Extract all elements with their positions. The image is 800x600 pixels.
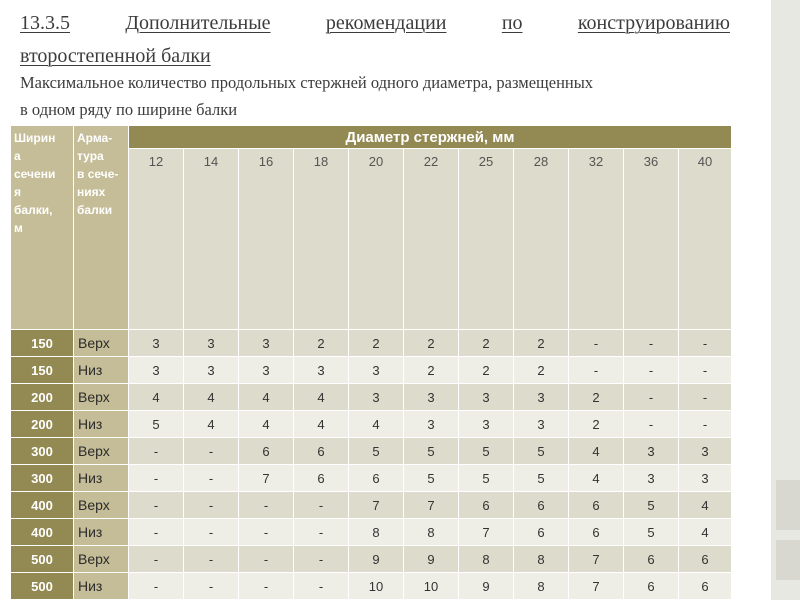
bar-count-cell: 6 bbox=[624, 573, 679, 600]
heading-word: Дополнительные bbox=[125, 12, 271, 34]
bar-count-cell: 7 bbox=[569, 573, 624, 600]
bar-count-cell: 4 bbox=[679, 519, 732, 546]
bar-count-cell: - bbox=[239, 519, 294, 546]
bar-count-cell: 3 bbox=[239, 330, 294, 357]
bar-count-cell: - bbox=[679, 330, 732, 357]
beam-width-cell: 300 bbox=[11, 438, 74, 465]
diameter-cell: 25 bbox=[459, 149, 514, 330]
bar-count-cell: 4 bbox=[349, 411, 404, 438]
bar-count-cell: 3 bbox=[349, 384, 404, 411]
bar-count-cell: - bbox=[129, 465, 184, 492]
diameter-cell: 20 bbox=[349, 149, 404, 330]
bar-count-cell: 3 bbox=[404, 411, 459, 438]
bar-count-cell: 7 bbox=[404, 492, 459, 519]
diameter-cell: 40 bbox=[679, 149, 732, 330]
bar-count-cell: 9 bbox=[349, 546, 404, 573]
bar-count-cell: - bbox=[129, 573, 184, 600]
header-text: ниях bbox=[77, 185, 106, 199]
beam-width-cell: 500 bbox=[11, 573, 74, 600]
bar-count-cell: - bbox=[569, 330, 624, 357]
header-text: в сече- bbox=[77, 167, 119, 181]
bar-count-cell: 4 bbox=[679, 492, 732, 519]
bar-count-cell: 6 bbox=[294, 465, 349, 492]
bar-count-cell: - bbox=[624, 384, 679, 411]
bar-count-cell: 2 bbox=[404, 330, 459, 357]
bar-count-cell: - bbox=[294, 546, 349, 573]
table-caption-line-2: в одном ряду по ширине балки bbox=[20, 100, 238, 119]
bar-count-cell: - bbox=[624, 357, 679, 384]
bar-count-cell: 3 bbox=[239, 357, 294, 384]
bar-count-cell: 5 bbox=[459, 465, 514, 492]
bar-count-cell: 7 bbox=[349, 492, 404, 519]
bar-count-cell: 3 bbox=[459, 384, 514, 411]
heading-word: рекомендации bbox=[325, 12, 447, 34]
beam-width-cell: 400 bbox=[11, 492, 74, 519]
bar-count-cell: 4 bbox=[184, 384, 239, 411]
bar-count-cell: 8 bbox=[459, 546, 514, 573]
diameter-cell: 16 bbox=[239, 149, 294, 330]
table-row bbox=[11, 492, 732, 519]
decorative-side-bar bbox=[771, 0, 800, 600]
bar-count-cell: 3 bbox=[514, 411, 569, 438]
bar-count-cell: - bbox=[184, 438, 239, 465]
bar-count-cell: 6 bbox=[239, 438, 294, 465]
rebar-position-cell: Верх bbox=[74, 546, 129, 573]
bar-count-cell: 4 bbox=[294, 384, 349, 411]
table-row bbox=[11, 411, 732, 438]
bar-count-cell: 3 bbox=[184, 357, 239, 384]
rebar-position-cell: Низ bbox=[74, 357, 129, 384]
table-row bbox=[11, 465, 732, 492]
header-text: я bbox=[14, 185, 22, 199]
heading-line-2: второстепенной балки bbox=[20, 45, 211, 67]
width-column-header bbox=[11, 126, 74, 330]
bar-count-cell: - bbox=[184, 519, 239, 546]
bar-count-cell: 8 bbox=[514, 546, 569, 573]
bar-count-cell: 6 bbox=[514, 492, 569, 519]
diameter-header: Диаметр стержней, мм bbox=[129, 126, 732, 149]
table-row bbox=[11, 357, 732, 384]
table-row bbox=[11, 438, 732, 465]
bar-count-cell: 5 bbox=[404, 438, 459, 465]
bar-count-cell: - bbox=[624, 330, 679, 357]
bar-count-cell: 3 bbox=[184, 330, 239, 357]
bar-count-cell: 4 bbox=[184, 411, 239, 438]
bar-count-cell: 3 bbox=[514, 384, 569, 411]
bar-count-cell: - bbox=[184, 573, 239, 600]
bar-count-cell: 3 bbox=[624, 438, 679, 465]
bar-count-cell: 5 bbox=[624, 492, 679, 519]
rebar-position-cell: Верх bbox=[74, 438, 129, 465]
bar-count-cell: 4 bbox=[569, 438, 624, 465]
diameter-cell: 18 bbox=[294, 149, 349, 330]
bar-count-cell: 3 bbox=[624, 465, 679, 492]
header-text: сечени bbox=[14, 167, 56, 181]
bar-count-cell: - bbox=[294, 519, 349, 546]
rebar-table bbox=[10, 125, 732, 600]
bar-count-cell: 4 bbox=[569, 465, 624, 492]
diameter-cell: 28 bbox=[514, 149, 569, 330]
bar-count-cell: 8 bbox=[514, 573, 569, 600]
bar-count-cell: - bbox=[239, 573, 294, 600]
diameter-cell: 14 bbox=[184, 149, 239, 330]
bar-count-cell: - bbox=[679, 384, 732, 411]
bar-count-cell: 8 bbox=[349, 519, 404, 546]
header-text: а bbox=[14, 149, 21, 163]
bar-count-cell: 9 bbox=[459, 573, 514, 600]
diameter-cell: 32 bbox=[569, 149, 624, 330]
bar-count-cell: 5 bbox=[514, 438, 569, 465]
bar-count-cell: 5 bbox=[514, 465, 569, 492]
bar-count-cell: 2 bbox=[514, 357, 569, 384]
heading-word: по bbox=[501, 12, 523, 34]
bar-count-cell: 3 bbox=[679, 465, 732, 492]
bar-count-cell: 6 bbox=[349, 465, 404, 492]
bar-count-cell: - bbox=[129, 519, 184, 546]
decorative-block bbox=[776, 480, 800, 530]
bar-count-cell: - bbox=[184, 465, 239, 492]
rebar-column-header bbox=[74, 126, 129, 330]
bar-count-cell: 2 bbox=[404, 357, 459, 384]
bar-count-cell: 3 bbox=[404, 384, 459, 411]
bar-count-cell: 5 bbox=[129, 411, 184, 438]
bar-count-cell: 6 bbox=[569, 519, 624, 546]
bar-count-cell: 2 bbox=[569, 411, 624, 438]
beam-width-cell: 500 bbox=[11, 546, 74, 573]
header-text: Ширин bbox=[14, 131, 56, 145]
bar-count-cell: - bbox=[294, 492, 349, 519]
bar-count-cell: 6 bbox=[459, 492, 514, 519]
bar-count-cell: 6 bbox=[569, 492, 624, 519]
beam-width-cell: 200 bbox=[11, 411, 74, 438]
bar-count-cell: 4 bbox=[129, 384, 184, 411]
bar-count-cell: 2 bbox=[294, 330, 349, 357]
heading-word: конструированию bbox=[577, 12, 730, 34]
bar-count-cell: 5 bbox=[349, 438, 404, 465]
bar-count-cell: 2 bbox=[349, 330, 404, 357]
bar-count-cell: - bbox=[294, 573, 349, 600]
bar-count-cell: 6 bbox=[679, 546, 732, 573]
bar-count-cell: - bbox=[184, 546, 239, 573]
bar-count-cell: 5 bbox=[404, 465, 459, 492]
bar-count-cell: - bbox=[129, 438, 184, 465]
bar-count-cell: 8 bbox=[404, 519, 459, 546]
bar-count-cell: 2 bbox=[569, 384, 624, 411]
diameter-cell: 12 bbox=[129, 149, 184, 330]
table-row bbox=[11, 519, 732, 546]
bar-count-cell: - bbox=[239, 546, 294, 573]
beam-width-cell: 150 bbox=[11, 330, 74, 357]
bar-count-cell: - bbox=[679, 357, 732, 384]
bar-count-cell: 7 bbox=[239, 465, 294, 492]
bar-count-cell: 2 bbox=[459, 330, 514, 357]
bar-count-cell: 4 bbox=[294, 411, 349, 438]
rebar-position-cell: Низ bbox=[74, 411, 129, 438]
bar-count-cell: 6 bbox=[294, 438, 349, 465]
bar-count-cell: 7 bbox=[569, 546, 624, 573]
bar-count-cell: 4 bbox=[239, 411, 294, 438]
bar-count-cell: 5 bbox=[624, 519, 679, 546]
bar-count-cell: 9 bbox=[404, 546, 459, 573]
header-text: Арма- bbox=[77, 131, 113, 145]
header-text: балки bbox=[77, 203, 113, 217]
bar-count-cell: 6 bbox=[624, 546, 679, 573]
header-text: м bbox=[14, 221, 23, 235]
rebar-position-cell: Верх bbox=[74, 384, 129, 411]
bar-count-cell: 3 bbox=[679, 438, 732, 465]
rebar-position-cell: Верх bbox=[74, 492, 129, 519]
bar-count-cell: - bbox=[129, 546, 184, 573]
rebar-position-cell: Низ bbox=[74, 465, 129, 492]
heading-number: 13.3.5 bbox=[20, 12, 70, 34]
table-row bbox=[11, 573, 732, 600]
bar-count-cell: - bbox=[569, 357, 624, 384]
beam-width-cell: 150 bbox=[11, 357, 74, 384]
rebar-position-cell: Низ bbox=[74, 519, 129, 546]
bar-count-cell: 3 bbox=[129, 330, 184, 357]
bar-count-cell: 3 bbox=[294, 357, 349, 384]
bar-count-cell: 2 bbox=[514, 330, 569, 357]
bar-count-cell: 3 bbox=[129, 357, 184, 384]
bar-count-cell: - bbox=[239, 492, 294, 519]
table-row bbox=[11, 546, 732, 573]
beam-width-cell: 200 bbox=[11, 384, 74, 411]
bar-count-cell: 6 bbox=[679, 573, 732, 600]
header-text: тура bbox=[77, 149, 104, 163]
table-body bbox=[11, 330, 732, 600]
heading-line-1 bbox=[20, 12, 730, 35]
table-row bbox=[11, 330, 732, 357]
bar-count-cell: 2 bbox=[459, 357, 514, 384]
bar-count-cell: - bbox=[129, 492, 184, 519]
rebar-position-cell: Низ bbox=[74, 573, 129, 600]
bar-count-cell: 3 bbox=[349, 357, 404, 384]
header-text: балки, bbox=[14, 203, 53, 217]
bar-count-cell: 7 bbox=[459, 519, 514, 546]
diameter-cell: 36 bbox=[624, 149, 679, 330]
bar-count-cell: 4 bbox=[239, 384, 294, 411]
bar-count-cell: 3 bbox=[459, 411, 514, 438]
beam-width-cell: 300 bbox=[11, 465, 74, 492]
table-caption-line-1: Максимальное количество продольных стержней одного диаметра, размещенных bbox=[20, 73, 594, 92]
table-row bbox=[11, 384, 732, 411]
decorative-block bbox=[776, 540, 800, 580]
bar-count-cell: - bbox=[624, 411, 679, 438]
diameter-cell: 22 bbox=[404, 149, 459, 330]
rebar-position-cell: Верх bbox=[74, 330, 129, 357]
bar-count-cell: 5 bbox=[459, 438, 514, 465]
bar-count-cell: - bbox=[184, 492, 239, 519]
bar-count-cell: 10 bbox=[349, 573, 404, 600]
bar-count-cell: 6 bbox=[514, 519, 569, 546]
beam-width-cell: 400 bbox=[11, 519, 74, 546]
bar-count-cell: 10 bbox=[404, 573, 459, 600]
bar-count-cell: - bbox=[679, 411, 732, 438]
